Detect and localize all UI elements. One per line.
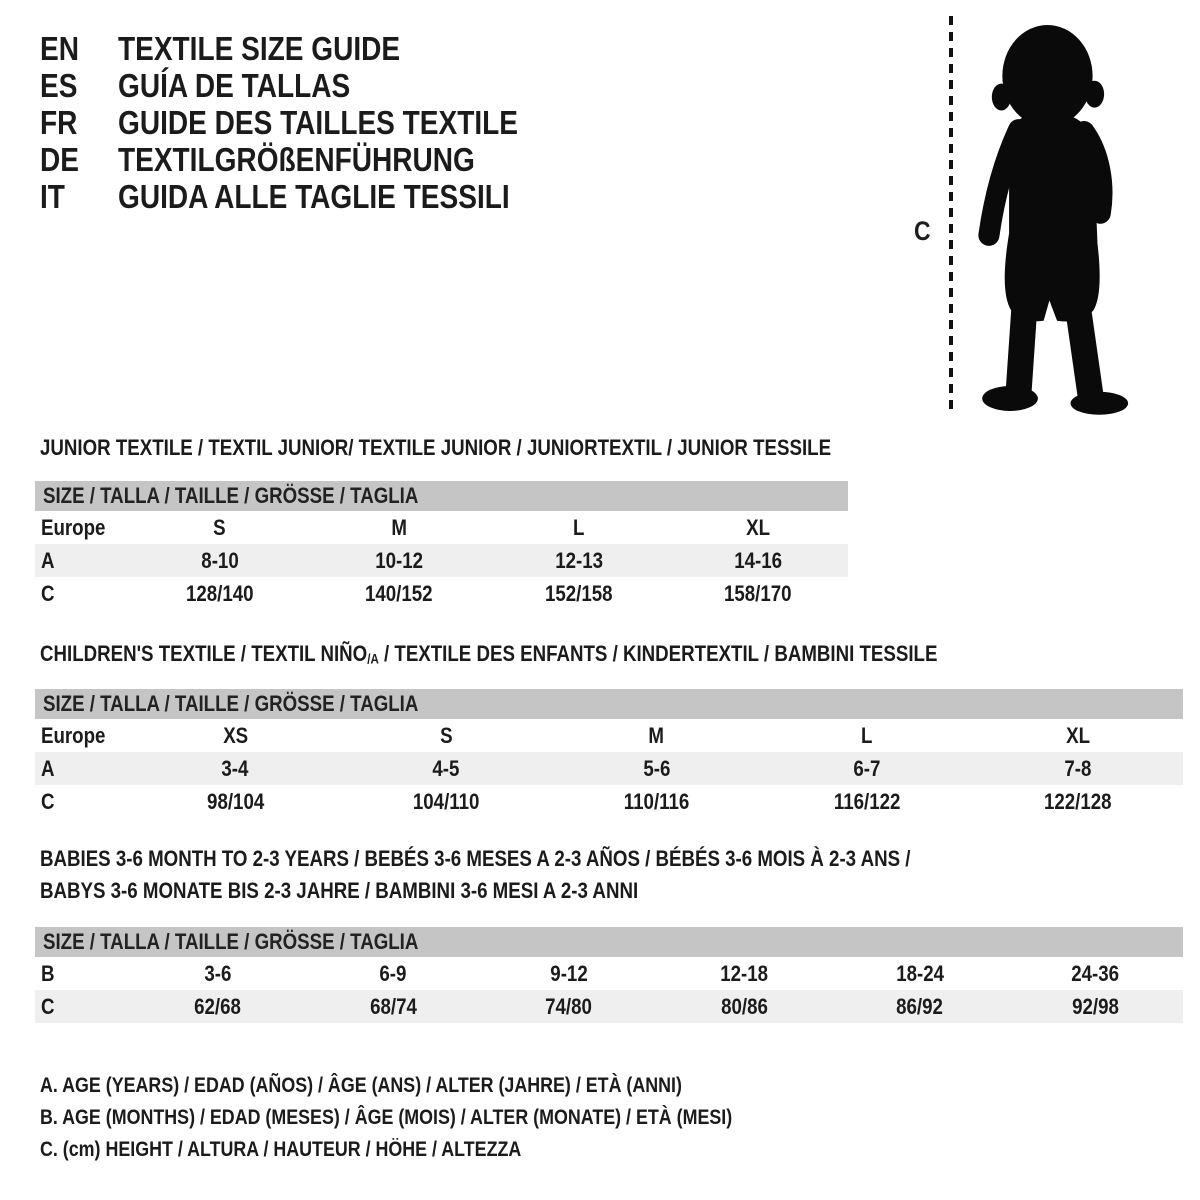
size-cell: M (648, 723, 665, 748)
size-cell: 9-12 (550, 961, 588, 986)
size-cell: 152/158 (544, 581, 613, 606)
size-cell: 98/104 (206, 789, 264, 814)
toddler-silhouette-image (963, 14, 1155, 422)
size-cell: XL (746, 515, 771, 540)
language-row-es (40, 67, 589, 104)
table-row-age-years (35, 752, 1183, 785)
junior-section-title: JUNIOR TEXTILE / TEXTIL JUNIOR/ TEXTILE JUNIOR / JUNIORTEXTIL / JUNIOR TESSILE (40, 435, 832, 460)
size-cell: 122/128 (1043, 789, 1112, 814)
size-cell: M (391, 515, 408, 540)
size-cell: 3-6 (204, 961, 232, 986)
size-cell: 8-10 (201, 548, 239, 573)
size-header-band: SIZE / TALLA / TAILLE / GRÖSSE / TAGLIA (35, 927, 1183, 957)
row-label: C (41, 581, 55, 606)
children-section-title: CHILDREN'S TEXTILE / TEXTIL NIÑO/A / TEXTILE DES ENFANTS / KINDERTEXTIL / BAMBINI TESSILE (40, 641, 938, 667)
size-cell: 128/140 (185, 581, 254, 606)
size-cell: 24-36 (1071, 961, 1120, 986)
size-cell: 12-13 (554, 548, 603, 573)
silhouette-left-foot (982, 386, 1038, 411)
language-code: DE (40, 141, 79, 178)
row-label: C (41, 789, 55, 814)
table-row-europe (35, 511, 848, 544)
size-cell: 62/68 (194, 994, 242, 1019)
silhouette-right-leg (1078, 309, 1090, 396)
silhouette-left-leg (1019, 306, 1025, 390)
size-cell: 4-5 (432, 756, 460, 781)
size-cell: L (573, 515, 585, 540)
size-cell: 12-18 (720, 961, 769, 986)
language-row-fr (40, 104, 589, 141)
size-cell: 140/152 (365, 581, 434, 606)
table-row-height-cm (35, 785, 1183, 818)
row-label: A (41, 548, 55, 573)
size-cell: 5-6 (642, 756, 670, 781)
size-cell: L (861, 723, 873, 748)
size-cell: XS (222, 723, 248, 748)
size-cell: 68/74 (369, 994, 417, 1019)
size-header-band: SIZE / TALLA / TAILLE / GRÖSSE / TAGLIA (35, 689, 1183, 719)
row-label: C (41, 994, 55, 1019)
language-row-de (40, 141, 589, 178)
language-code: FR (40, 104, 78, 141)
row-label: Europe (41, 515, 106, 540)
row-label: Europe (41, 723, 106, 748)
language-title-list (40, 30, 589, 215)
size-cell: 18-24 (895, 961, 944, 986)
silhouette-right-foot (1071, 392, 1129, 415)
guide-title-it: GUIDA ALLE TAGLIE TESSILI (118, 178, 510, 215)
height-measure-label: C (914, 216, 931, 246)
row-label: A (41, 756, 55, 781)
height-measure-line (949, 16, 953, 416)
language-row-it (40, 178, 589, 215)
table-row-age-months (35, 957, 1183, 990)
junior-size-table (35, 481, 848, 610)
size-cell: 116/122 (833, 789, 901, 814)
babies-size-table (35, 927, 1183, 1023)
size-cell: 80/86 (720, 994, 768, 1019)
language-code: IT (40, 178, 65, 215)
children-size-table (35, 689, 1183, 818)
size-cell: 86/92 (896, 994, 944, 1019)
language-code: ES (40, 67, 78, 104)
size-cell: 158/170 (724, 581, 793, 606)
size-header-band: SIZE / TALLA / TAILLE / GRÖSSE / TAGLIA (35, 481, 848, 511)
size-cell: S (439, 723, 453, 748)
guide-title-fr: GUIDE DES TAILLES TEXTILE (118, 104, 519, 141)
table-row-height-cm (35, 577, 848, 610)
size-cell: 10-12 (375, 548, 424, 573)
size-cell: 3-4 (221, 756, 249, 781)
size-cell: 6-9 (379, 961, 407, 986)
nino-a-subscript: /A (367, 651, 379, 667)
row-label: B (41, 961, 55, 986)
size-cell: 110/116 (623, 789, 690, 814)
guide-title-de: TEXTILGRÖßENFÜHRUNG (118, 141, 475, 178)
language-row-en (40, 30, 589, 67)
size-cell: 7-8 (1064, 756, 1092, 781)
size-cell: 6-7 (853, 756, 881, 781)
size-cell: S (213, 515, 226, 540)
size-cell: 104/110 (412, 789, 480, 814)
size-cell: 14-16 (734, 548, 783, 573)
guide-title-es: GUÍA DE TALLAS (118, 67, 351, 104)
table-row-europe (35, 719, 1183, 752)
babies-section-title: BABIES 3-6 MONTH TO 2-3 YEARS / BEBÉS 3-6 MESES A 2-3 AÑOS / BÉBÉS 3-6 MOIS À 2-3 ANS / BABYS 3-6 MONATE BIS 2-3 JAHRE / BAMBINI 3-6 MESI A 2-3 ANNI (40, 846, 911, 903)
language-code: EN (40, 30, 79, 67)
size-cell: 92/98 (1071, 994, 1119, 1019)
legend-line-c: C. (cm) HEIGHT / ALTURA / HAUTEUR / HÖHE / ALTEZZA (40, 1138, 522, 1161)
measurement-legend (40, 1070, 854, 1166)
size-cell: XL (1065, 723, 1090, 748)
table-row-age-years (35, 544, 848, 577)
table-row-height-cm (35, 990, 1183, 1023)
size-cell: 74/80 (545, 994, 593, 1019)
legend-line-a: A. AGE (YEARS) / EDAD (AÑOS) / ÂGE (ANS) / ALTER (JAHRE) / ETÀ (ANNI) (40, 1074, 682, 1097)
legend-line-b: B. AGE (MONTHS) / EDAD (MESES) / ÂGE (MOIS) / ALTER (MONATE) / ETÀ (MESI) (40, 1106, 733, 1129)
guide-title-en: TEXTILE SIZE GUIDE (118, 30, 401, 67)
